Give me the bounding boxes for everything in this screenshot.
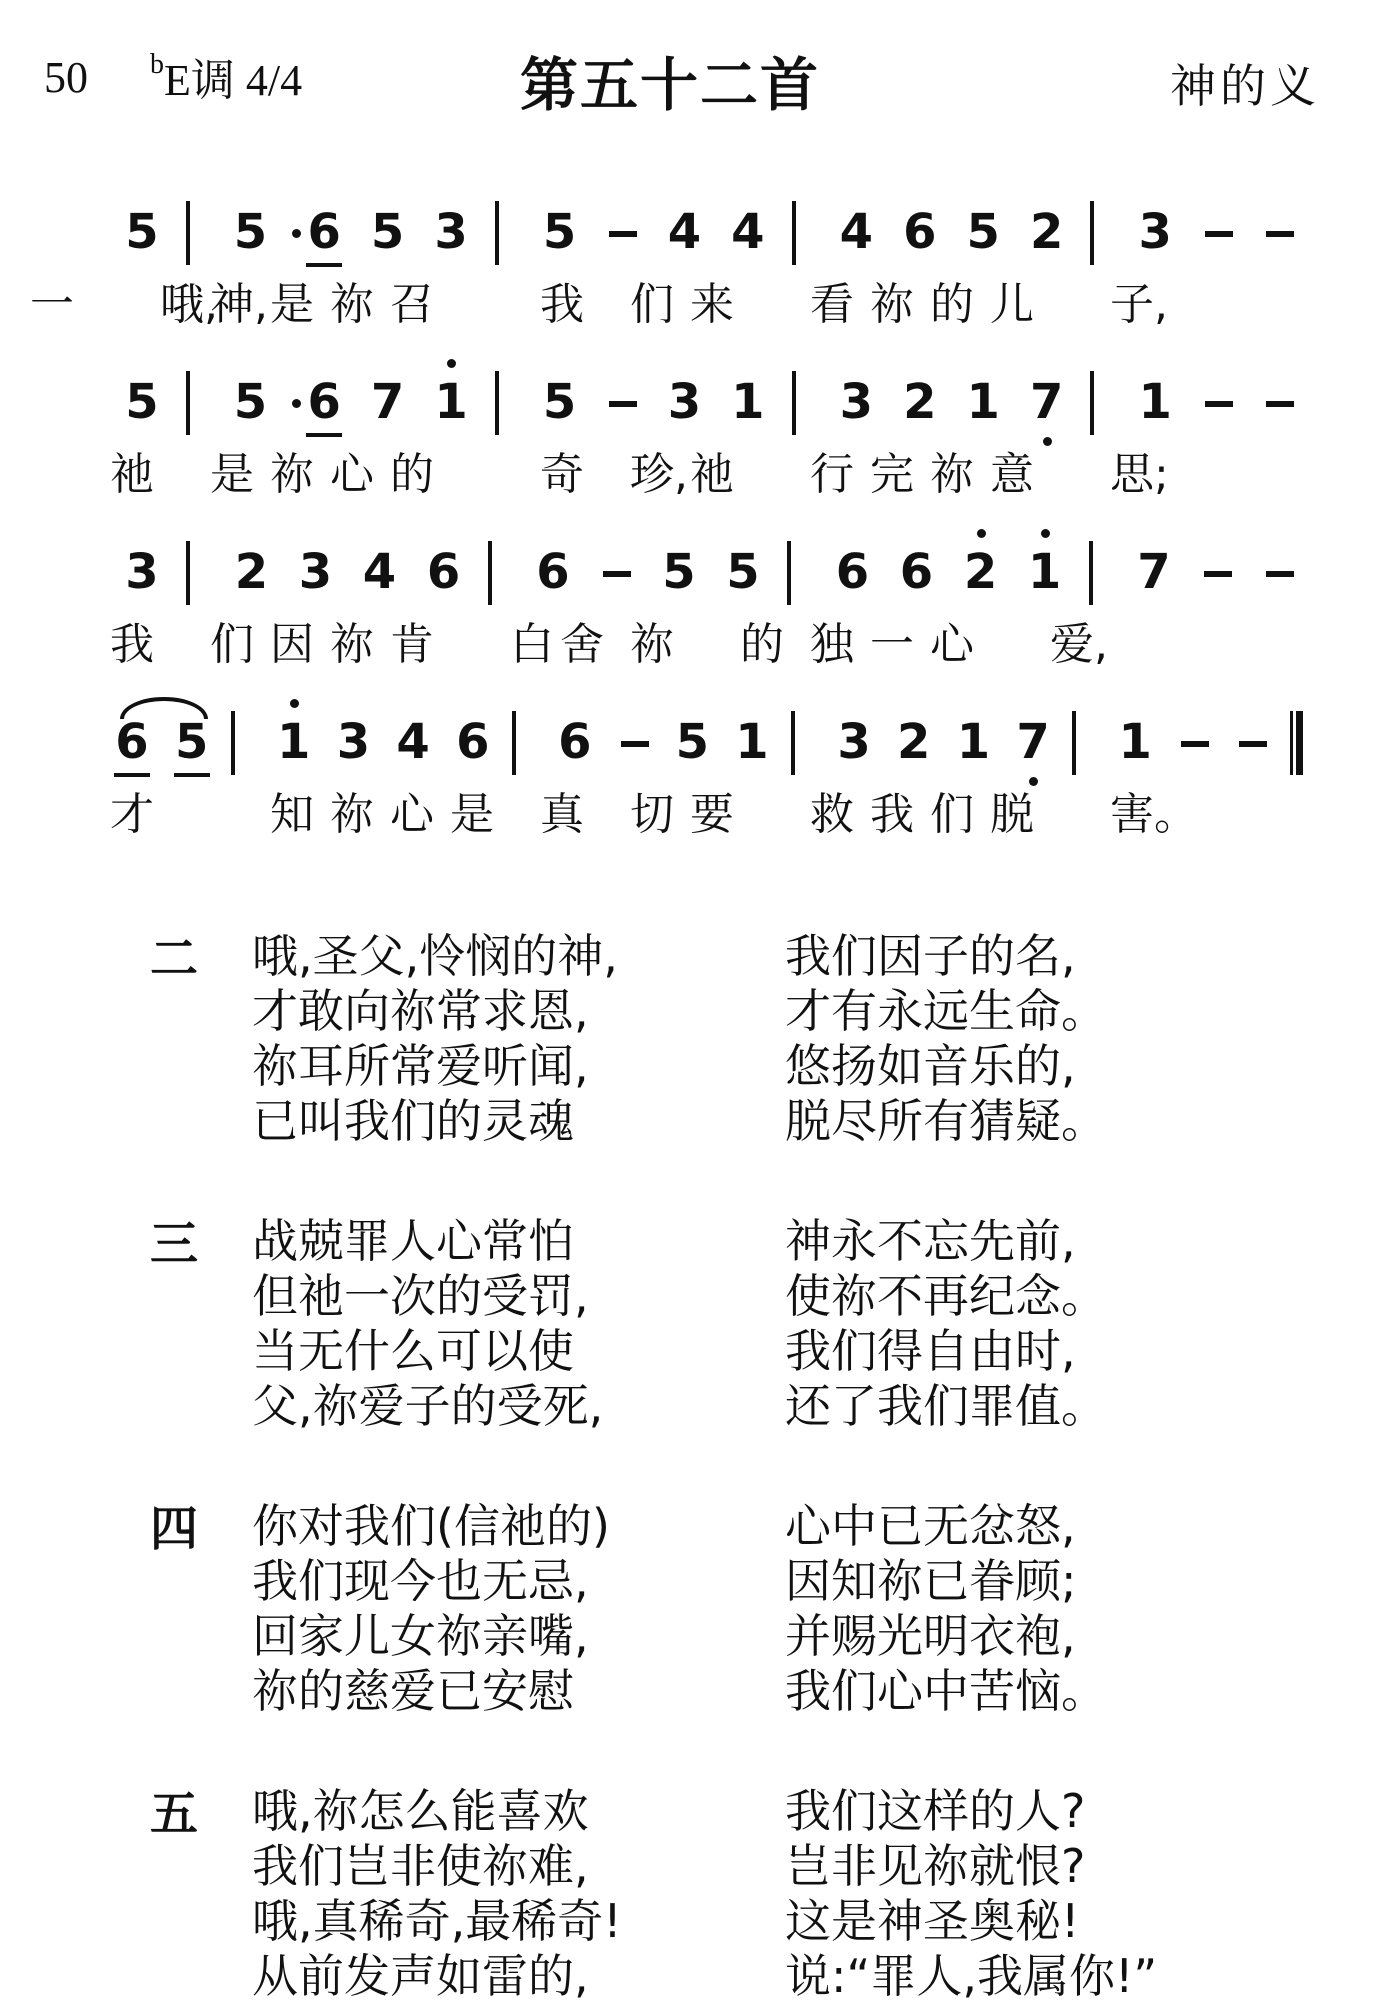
note: 2 <box>897 714 931 770</box>
verse-number: 四 <box>150 1501 199 1557</box>
note: 6 <box>835 544 870 600</box>
verse-line-left: 从前发声如雷的, <box>252 1949 589 2003</box>
note: 2 <box>903 374 937 430</box>
verse-line-right: 心中已无忿怒, <box>785 1499 1076 1553</box>
verse-line-right: 说:“罪人,我属你!” <box>785 1949 1158 2003</box>
note: 1 <box>1027 544 1062 600</box>
note: 6 <box>426 544 461 600</box>
lyric-syllable: 祂 <box>690 449 734 500</box>
note: 7 <box>1137 544 1171 600</box>
lyric-syllable: 心 <box>390 789 434 840</box>
lyric-syllable: 我 <box>110 619 154 670</box>
lyric-syllable: 看 <box>810 279 854 330</box>
lyric-syllable: 行 <box>810 449 854 500</box>
note: 6 <box>899 544 934 600</box>
bar-line <box>495 201 499 265</box>
flat-sign: b <box>150 49 164 81</box>
sustain-dash <box>1266 231 1294 237</box>
note: 3 <box>667 374 702 430</box>
verse-line-right: 使祢不再纪念。 <box>785 1269 1107 1323</box>
note: 5 <box>662 544 696 600</box>
note: 1 <box>966 374 1000 430</box>
notation-row <box>0 195 1400 269</box>
lyric-syllable: 奇 <box>540 449 584 500</box>
verse-line-left: 哦,祢怎么能喜欢 <box>252 1784 589 1838</box>
lyric-row <box>0 785 1400 845</box>
note: 2 <box>1029 204 1064 260</box>
verse-line-left: 才敢向祢常求恩, <box>252 984 589 1038</box>
verse-line-left: 哦,真稀奇,最稀奇! <box>252 1894 622 1948</box>
lyric-syllable: 是 <box>210 449 254 500</box>
eighth-underline <box>306 263 342 267</box>
time-signature: 4/4 <box>245 56 303 105</box>
note: 1 <box>277 714 311 770</box>
note: 5 <box>233 374 268 430</box>
note: 4 <box>362 544 397 600</box>
note: 5 <box>370 204 405 260</box>
verse-line-left: 我们岂非使祢难, <box>252 1839 589 1893</box>
note: 6 <box>307 374 341 430</box>
page-number: 50 <box>44 53 88 102</box>
lyric-syllable: 的 <box>740 619 784 670</box>
key-label: E调 <box>164 56 235 105</box>
lyric-syllable: 真 <box>540 789 584 840</box>
note: 5 <box>966 204 1000 260</box>
note: 5 <box>542 374 577 430</box>
verse-line-left: 哦,圣父,怜悯的神, <box>252 929 618 983</box>
note: 5 <box>174 714 209 770</box>
eighth-underline <box>174 773 210 777</box>
lyric-syllable: 们 <box>930 789 974 840</box>
note: 5 <box>233 204 268 260</box>
notation-row <box>0 535 1400 609</box>
lyric-syllable: 来 <box>690 279 734 330</box>
slur <box>120 697 208 719</box>
note: 3 <box>125 544 159 600</box>
lyric-syllable: 害。 <box>1110 789 1198 840</box>
lyric-syllable: 祢 <box>330 619 374 670</box>
lyric-syllable: 的 <box>390 449 434 500</box>
lyric-syllable: 的 <box>930 279 974 330</box>
lyric-syllable: 祢 <box>630 619 674 670</box>
verse-line-right: 悠扬如音乐的, <box>785 1039 1076 1093</box>
note: 7 <box>1016 714 1050 770</box>
lyric-row <box>0 275 1400 335</box>
note: 6 <box>558 714 592 770</box>
bar-line <box>186 371 190 435</box>
lyric-syllable: 神, <box>210 279 268 330</box>
sustain-dash <box>609 231 637 237</box>
verse-line-right: 神永不忘先前, <box>785 1214 1076 1268</box>
lyric-syllable: 完 <box>870 449 914 500</box>
verse-line-left: 已叫我们的灵魂 <box>252 1094 574 1148</box>
lyric-syllable: 思; <box>1110 449 1169 500</box>
lyric-syllable: 是 <box>270 279 314 330</box>
lyric-syllable: 祢 <box>930 449 974 500</box>
notation-row <box>0 365 1400 439</box>
bar-line <box>186 201 190 265</box>
lyric-syllable: 意 <box>990 449 1034 500</box>
verse-line-left: 我们现今也无忌, <box>252 1554 589 1608</box>
lyric-syllable: 一 <box>30 279 74 330</box>
verse-line-left: 你对我们(信祂的) <box>252 1499 610 1553</box>
octave-up-dot <box>977 529 986 538</box>
lyric-row <box>0 445 1400 505</box>
note: 5 <box>675 714 709 770</box>
note: 1 <box>1118 714 1152 770</box>
bar-line <box>186 541 190 605</box>
note: 3 <box>1138 204 1172 260</box>
bar-line <box>512 711 516 775</box>
lyric-syllable: 因 <box>270 619 314 670</box>
note: 5 <box>125 374 159 430</box>
hymn-category: 神的义 <box>1170 59 1320 113</box>
note: 1 <box>434 374 468 430</box>
octave-up-dot <box>447 359 456 368</box>
note: 5 <box>542 204 577 260</box>
verse-line-right: 岂非见祢就恨? <box>785 1839 1086 1893</box>
bar-line <box>792 371 796 435</box>
note: 5 <box>125 204 159 260</box>
eighth-underline <box>114 773 150 777</box>
verse-line-right: 脱尽所有猜疑。 <box>785 1094 1107 1148</box>
note: 4 <box>731 204 765 260</box>
lyric-syllable: 们 <box>210 619 254 670</box>
note: 3 <box>434 204 468 260</box>
verse-number: 二 <box>150 931 199 987</box>
lyric-syllable: 我 <box>540 279 584 330</box>
verse-line-left: 父,祢爱子的受死, <box>252 1379 604 1433</box>
lyric-syllable: 们 <box>630 279 674 330</box>
hymn-title: 第五十二首 <box>519 51 820 119</box>
verse-line-right: 我们心中苦恼。 <box>785 1664 1107 1718</box>
verse-line-left: 战兢罪人心常怕 <box>252 1214 574 1268</box>
note: 4 <box>396 714 430 770</box>
note: 1 <box>735 714 769 770</box>
bar-line <box>791 711 795 775</box>
note: 5 <box>726 544 760 600</box>
lyric-syllable: 肯 <box>390 619 434 670</box>
note: 3 <box>839 374 874 430</box>
note: 2 <box>234 544 269 600</box>
verse-line-right: 我们得自由时, <box>785 1324 1076 1378</box>
sustain-dash <box>1205 231 1233 237</box>
verse-line-left: 当无什么可以使 <box>252 1324 574 1378</box>
lyric-syllable: 祢 <box>870 279 914 330</box>
lyric-syllable: 心 <box>930 619 974 670</box>
bar-line <box>495 371 499 435</box>
verse-line-left: 祢耳所常爱听闻, <box>252 1039 589 1093</box>
verse-line-left: 回家儿女祢亲嘴, <box>252 1609 589 1663</box>
note: 6 <box>536 544 570 600</box>
verse-line-left: 但祂一次的受罚, <box>252 1269 589 1323</box>
bar-line <box>1089 541 1093 605</box>
note: 1 <box>956 714 991 770</box>
note: 6 <box>307 204 341 260</box>
note: 7 <box>370 374 405 430</box>
lyric-syllable: 知 <box>270 789 314 840</box>
note: 7 <box>1029 374 1064 430</box>
lyric-syllable: 祢 <box>270 449 314 500</box>
bar-line <box>1072 711 1076 775</box>
sustain-dash <box>1239 741 1267 747</box>
note: 1 <box>731 374 765 430</box>
note: 3 <box>837 714 871 770</box>
verse-number: 三 <box>150 1216 199 1272</box>
lyric-syllable: 脱 <box>990 789 1034 840</box>
lyric-syllable: 珍, <box>630 449 688 500</box>
sustain-dash <box>1266 571 1294 577</box>
lyric-syllable: 要 <box>690 789 734 840</box>
lyric-syllable: 祂 <box>110 449 154 500</box>
note: 4 <box>667 204 702 260</box>
verse-line-right: 我们因子的名, <box>785 929 1076 983</box>
lyric-syllable: 召 <box>390 279 434 330</box>
sustain-dash <box>1181 741 1209 747</box>
octave-up-dot <box>1041 529 1050 538</box>
lyric-syllable: 白 <box>510 619 554 670</box>
sustain-dash <box>603 571 631 577</box>
verse-line-right: 并赐光明衣袍, <box>785 1609 1076 1663</box>
verse-line-right: 我们这样的人? <box>785 1784 1086 1838</box>
lyric-syllable: 我 <box>870 789 914 840</box>
bar-line <box>231 711 235 775</box>
verse-line-right: 因知祢已眷顾; <box>785 1554 1077 1608</box>
note: 4 <box>839 204 874 260</box>
note: 6 <box>115 714 149 770</box>
verse-line-right: 这是神圣奥秘! <box>785 1894 1080 1948</box>
lyric-syllable: 爱, <box>1050 619 1108 670</box>
lyric-syllable: 哦, <box>160 279 218 330</box>
lyric-syllable: 救 <box>810 789 854 840</box>
sustain-dash <box>1204 571 1232 577</box>
lyric-syllable: 儿 <box>990 279 1034 330</box>
sustain-dash <box>609 401 637 407</box>
lyric-row <box>0 615 1400 675</box>
note: 1 <box>1138 374 1172 430</box>
lyric-syllable: 是 <box>450 789 494 840</box>
final-bar-line <box>1290 711 1300 775</box>
bar-line <box>488 541 492 605</box>
verse-number: 五 <box>150 1786 199 1842</box>
bar-line <box>1090 371 1094 435</box>
lyric-syllable: 子, <box>1110 279 1168 330</box>
note: 6 <box>903 204 937 260</box>
note: 6 <box>456 714 490 770</box>
lyric-syllable: 舍 <box>560 619 604 670</box>
bar-line <box>787 541 791 605</box>
verse-line-right: 才有永远生命。 <box>785 984 1107 1038</box>
note: 2 <box>963 544 998 600</box>
eighth-underline <box>306 433 342 437</box>
lyric-syllable: 一 <box>870 619 914 670</box>
sustain-dash <box>1266 401 1294 407</box>
verse-line-left: 祢的慈爱已安慰 <box>252 1664 574 1718</box>
bar-line <box>1090 201 1094 265</box>
sustain-dash <box>1205 401 1233 407</box>
lyric-syllable: 心 <box>330 449 374 500</box>
octave-up-dot <box>290 699 299 708</box>
bar-line <box>792 201 796 265</box>
notation-row <box>0 705 1400 779</box>
lyric-syllable: 祢 <box>330 789 374 840</box>
lyric-syllable: 祢 <box>330 279 374 330</box>
note: 3 <box>336 714 371 770</box>
lyric-syllable: 独 <box>810 619 854 670</box>
verse-line-right: 还了我们罪值。 <box>785 1379 1107 1433</box>
note: 3 <box>298 544 333 600</box>
lyric-syllable: 才 <box>110 789 154 840</box>
sustain-dash <box>621 741 649 747</box>
lyric-syllable: 切 <box>630 789 674 840</box>
